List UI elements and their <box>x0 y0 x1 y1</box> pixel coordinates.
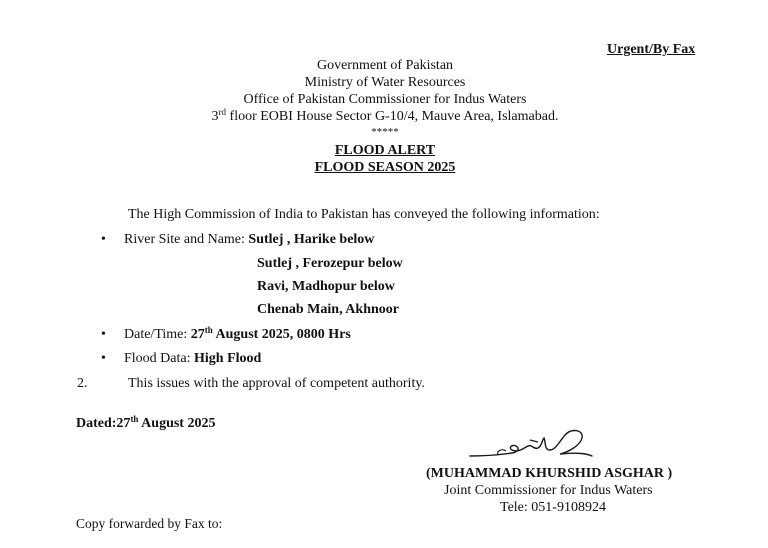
letterhead-ministry: Ministry of Water Resources <box>304 75 466 90</box>
signatory-title: Joint Commissioner for Indus Waters <box>444 483 653 498</box>
flood-data-value: High Flood <box>194 351 262 366</box>
flood-alert-title: FLOOD ALERT <box>334 143 436 158</box>
river-site-1: Sutlej , Harike below <box>248 232 375 247</box>
signatory-tele: Tele: 051-9108924 <box>500 500 606 515</box>
river-site-4: Chenab Main, Akhnoor <box>257 302 399 317</box>
bullet-icon: • <box>101 232 106 247</box>
flood-season-title: FLOOD SEASON 2025 <box>314 160 456 175</box>
para-number: 2. <box>77 376 88 391</box>
bullet-icon: • <box>101 327 106 342</box>
letterhead-stars: ***** <box>371 126 399 138</box>
copy-forwarded-label: Copy forwarded by Fax to: <box>76 516 223 531</box>
river-site-3: Ravi, Madhopur below <box>257 279 395 294</box>
urgent-by-fax-label: Urgent/By Fax <box>607 42 696 57</box>
signature-image <box>468 426 594 462</box>
river-site-line: River Site and Name: Sutlej , Harike below <box>124 232 375 247</box>
signatory-name: (MUHAMMAD KHURSHID ASGHAR ) <box>426 466 673 481</box>
datetime-line: Date/Time: 27th August 2025, 0800 Hrs <box>124 325 351 342</box>
approval-text: This issues with the approval of competent authority. <box>128 376 425 391</box>
intro-text: The High Commission of India to Pakistan has conveyed the following information: <box>128 207 600 222</box>
river-site-2: Sutlej , Ferozepur below <box>257 256 403 271</box>
bullet-icon: • <box>101 351 106 366</box>
letterhead-government: Government of Pakistan <box>316 58 454 73</box>
dated-line: Dated:27th August 2025 <box>76 414 216 431</box>
letterhead-office: Office of Pakistan Commissioner for Indus Waters <box>243 92 527 107</box>
flood-data-line: Flood Data: High Flood <box>124 351 262 366</box>
letterhead-address: 3rd floor EOBI House Sector G-10/4, Mauve Area, Islamabad. <box>211 107 559 124</box>
